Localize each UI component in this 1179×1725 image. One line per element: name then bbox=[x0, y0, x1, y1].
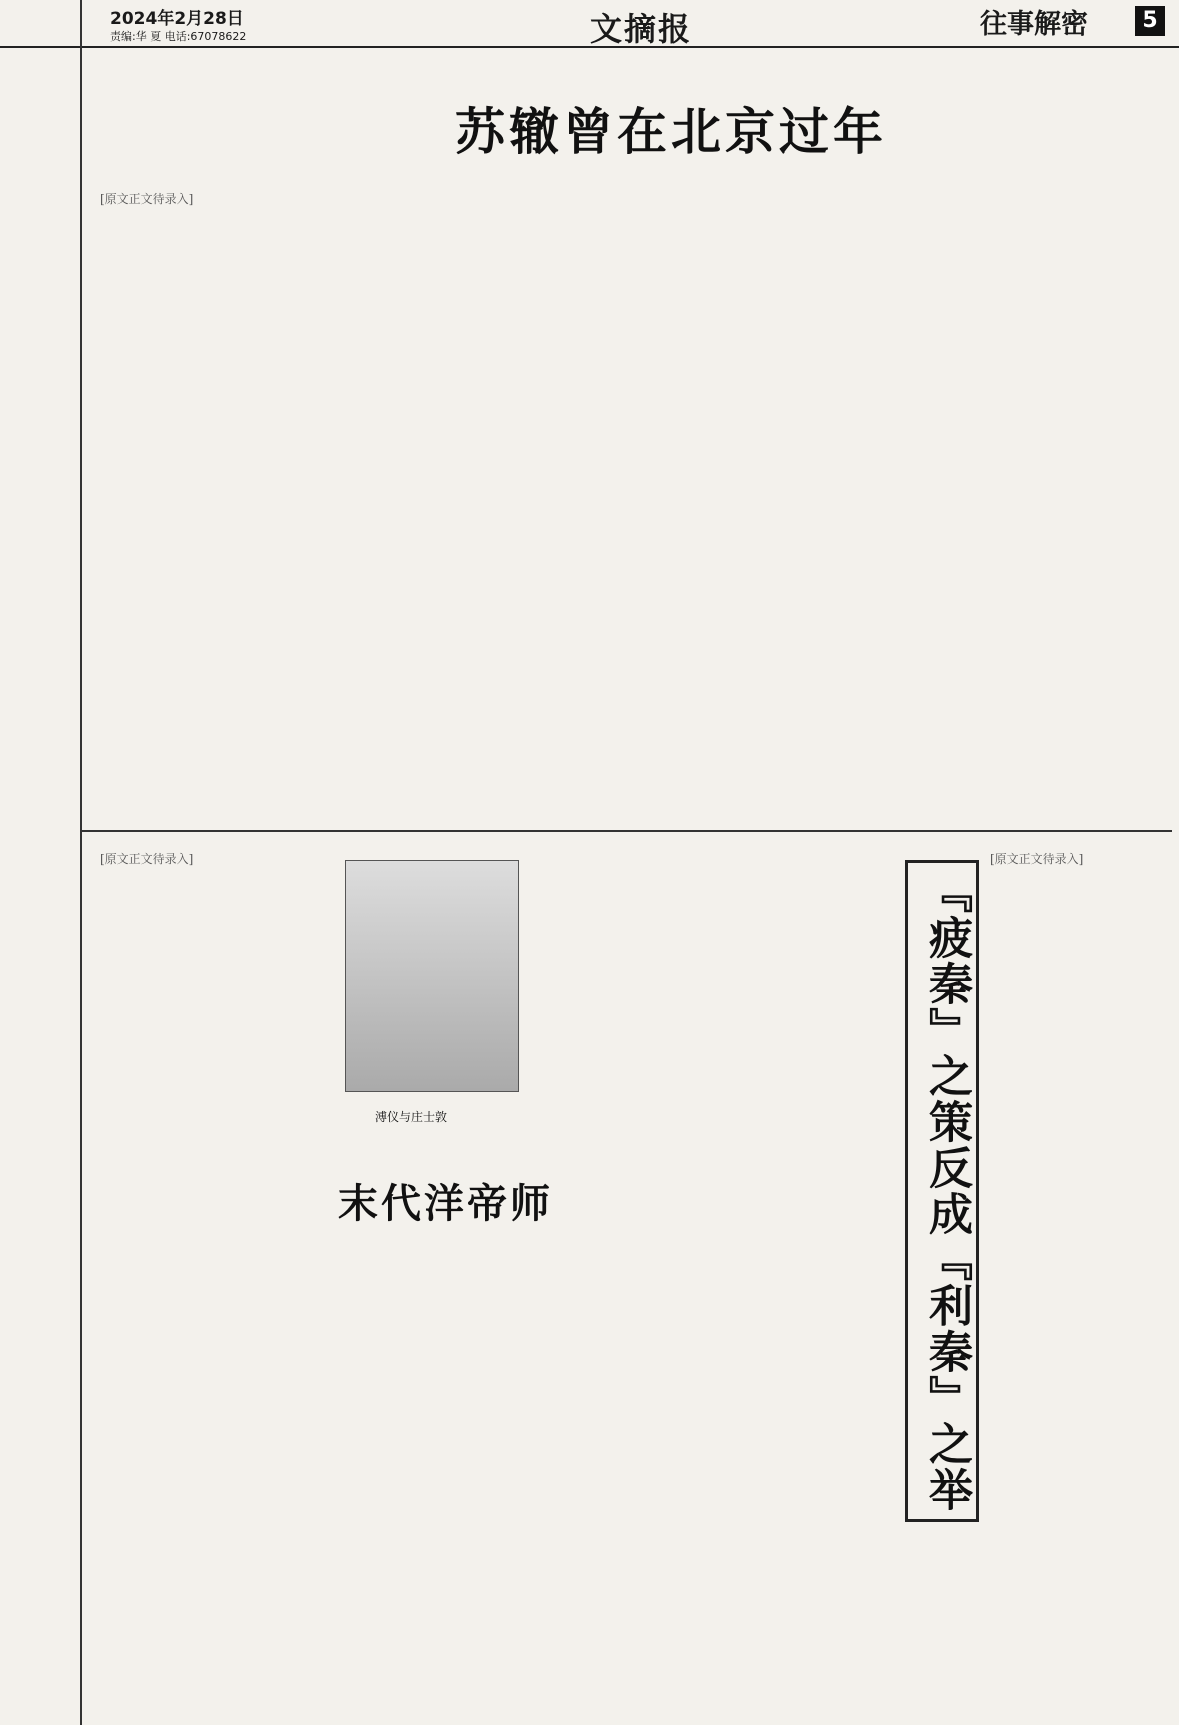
masthead bbox=[0, 0, 1179, 48]
masthead-page-number: 5 bbox=[1135, 6, 1165, 36]
column-divider bbox=[80, 0, 82, 1725]
top-story-body: [原文正文待录入] bbox=[100, 192, 194, 206]
masthead-section-title: 往事解密 bbox=[980, 9, 1088, 40]
bottom-left-story-body: [原文正文待录入] bbox=[100, 852, 194, 866]
top-story-headline: 苏辙曾在北京过年 bbox=[455, 102, 887, 161]
masthead-editor-line: 责编:华 夏 电话:67078622 bbox=[110, 30, 247, 43]
bottom-right-headline: 『疲秦』之策反成『利秦』之举 bbox=[905, 860, 979, 1522]
bottom-left-headline: 末代洋帝师 bbox=[338, 1180, 553, 1227]
masthead-paper-name: 文摘报 bbox=[590, 10, 693, 48]
masthead-date: 2024年2月28日 bbox=[110, 9, 244, 29]
section-divider bbox=[82, 830, 1172, 832]
bottom-right-story-body: [原文正文待录入] bbox=[990, 852, 1084, 866]
story-photo bbox=[345, 860, 519, 1092]
photo-caption: 溥仪与庄士敦 bbox=[375, 1110, 448, 1124]
